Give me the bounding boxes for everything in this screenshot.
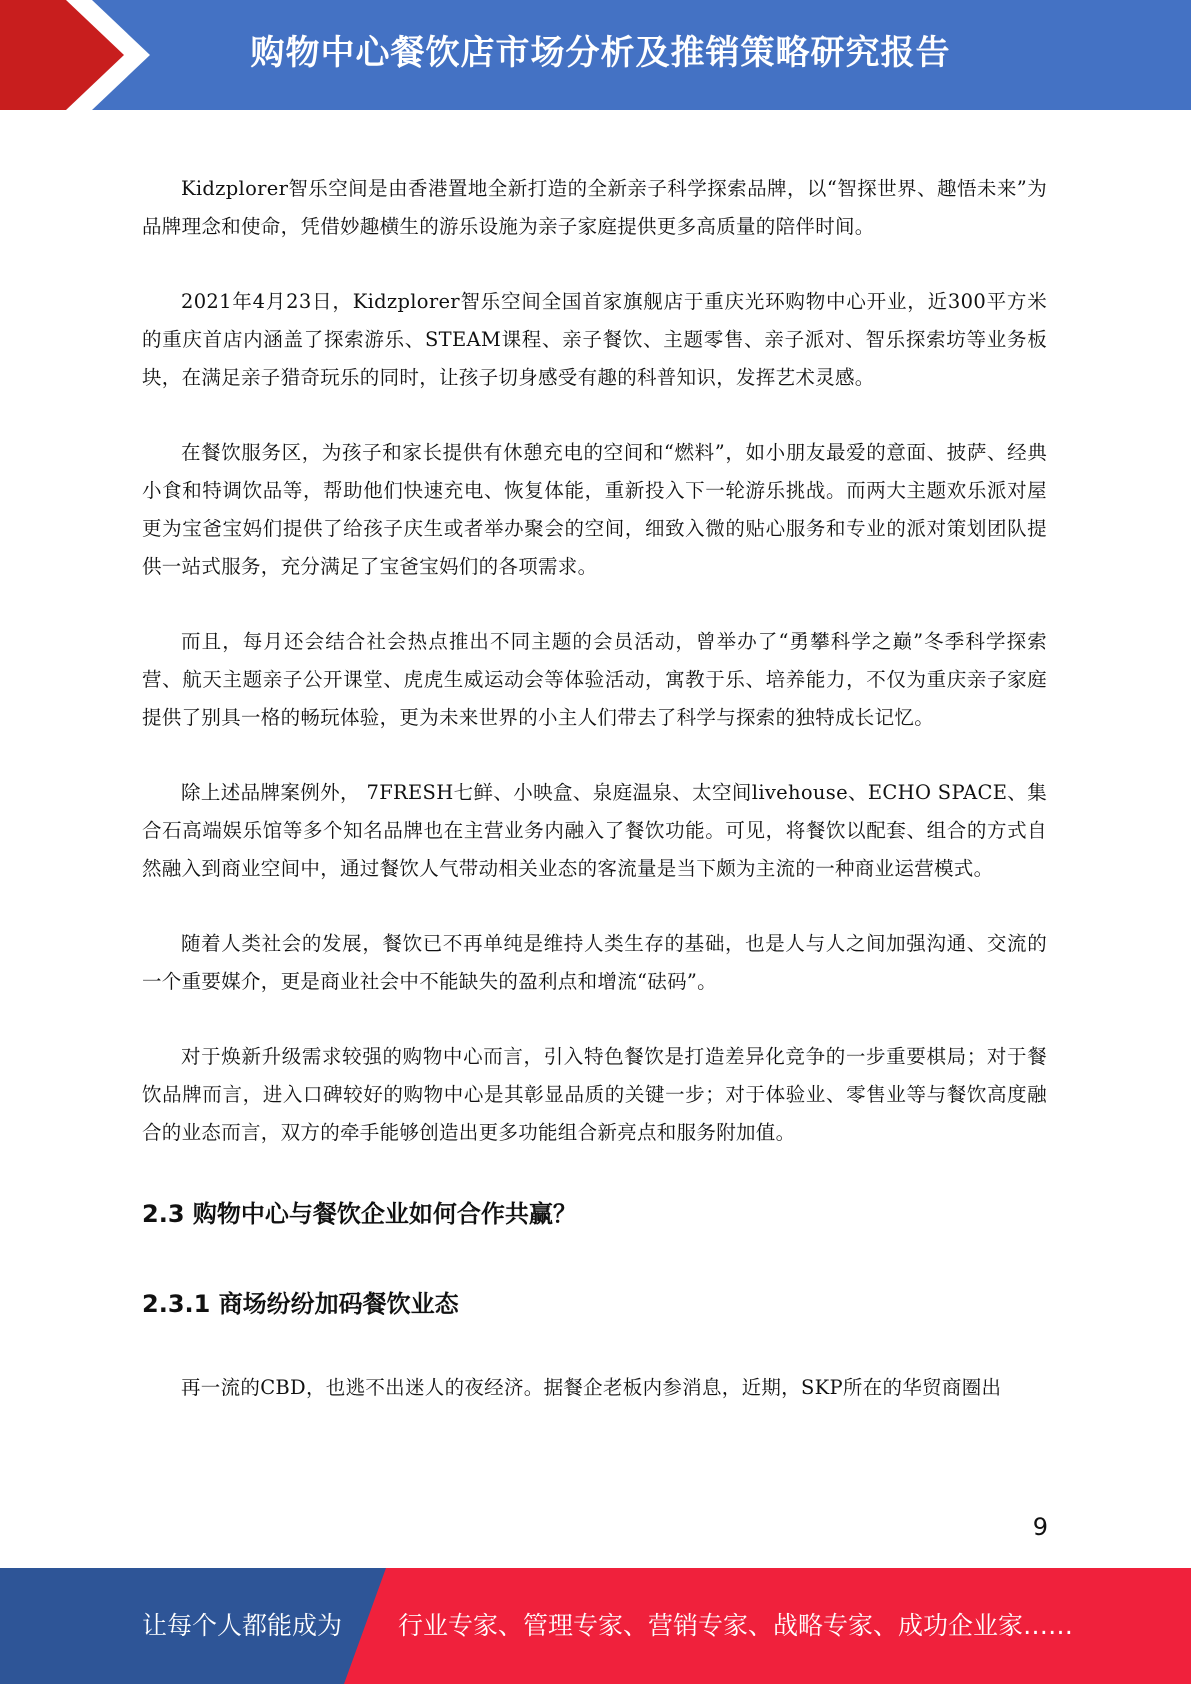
footer-slogan-right: 行业专家、管理专家、营销专家、战略专家、成功企业家…… bbox=[398, 1611, 1074, 1640]
paragraph: 2021年4月23日，Kidzplorer智乐空间全国首家旗舰店于重庆光环购物中心开业，近300平方米的重庆首店内涵盖了探索游乐、STEAM课程、亲子餐饮、主题零售、亲子派对、智乐探索坊等业务板块，在满足亲子猎奇玩乐的同时，让孩子切身感受有趣的科普知识，发挥艺术灵感。 bbox=[142, 290, 1047, 389]
paragraph: Kidzplorer智乐空间是由香港置地全新打造的全新亲子科学探索品牌，以“智探世界、趣悟未来”为品牌理念和使命，凭借妙趣横生的游乐设施为亲子家庭提供更多高质量的陪伴时间。 bbox=[142, 177, 1047, 238]
paragraph: 对于焕新升级需求较强的购物中心而言，引入特色餐饮是打造差异化竞争的一步重要棋局；对于餐饮品牌而言，进入口碑较好的购物中心是其彰显品质的关键一步；对于体验业、零售业等与餐饮高度融合的业态而言，双方的牵手能够创造出更多功能组合新亮点和服务附加值。 bbox=[142, 1045, 1047, 1144]
document-body bbox=[142, 170, 1047, 1444]
footer-slogan-left: 让每个人都能成为 bbox=[142, 1611, 343, 1640]
paragraph: 随着人类社会的发展，餐饮已不再单纯是维持人类生存的基础，也是人与人之间加强沟通、交流的一个重要媒介，更是商业社会中不能缺失的盈利点和增流“砝码”。 bbox=[142, 932, 1047, 993]
paragraph: 再一流的CBD，也逃不出迷人的夜经济。据餐企老板内参消息，近期，SKP所在的华贸商圈出 bbox=[181, 1376, 1002, 1399]
page-header bbox=[0, 0, 1191, 110]
page-footer bbox=[0, 1568, 1191, 1684]
paragraph: 除上述品牌案例外， 7FRESH七鲜、小映盒、泉庭温泉、太空间livehouse、ECHO SPACE、集合石高端娱乐馆等多个知名品牌也在主营业务内融入了餐饮功能。可见，将餐饮以配套、组合的方式自然融入到商业空间中，通过餐饮人气带动相关业态的客流量是当下颇为主流的一种商业运营模式。 bbox=[142, 781, 1047, 880]
paragraph: 在餐饮服务区，为孩子和家长提供有休憩充电的空间和“燃料”，如小朋友最爱的意面、披萨、经典小食和特调饮品等，帮助他们快速充电、恢复体能，重新投入下一轮游乐挑战。而两大主题欢乐派对屋更为宝爸宝妈们提供了给孩子庆生或者举办聚会的空间，细致入微的贴心服务和专业的派对策划团队提供一站式服务，充分满足了宝爸宝妈们的各项需求。 bbox=[142, 441, 1047, 578]
paragraph: 而且，每月还会结合社会热点推出不同主题的会员活动，曾举办了“勇攀科学之巅”冬季科学探索营、航天主题亲子公开课堂、虎虎生威运动会等体验活动，寓教于乐、培养能力，不仅为重庆亲子家庭提供了别具一格的畅玩体验，更为未来世界的小主人们带去了科学与探索的独特成长记忆。 bbox=[142, 630, 1047, 729]
page-number: 9 bbox=[1032, 1513, 1048, 1541]
document-title: 购物中心餐饮店市场分析及推销策略研究报告 bbox=[250, 33, 951, 73]
subsection-heading: 2.3.1 商场纷纷加码餐饮业态 bbox=[142, 1290, 459, 1318]
section-heading: 2.3 购物中心与餐饮企业如何合作共赢？ bbox=[142, 1200, 577, 1228]
header-arrow-icon bbox=[0, 0, 160, 110]
